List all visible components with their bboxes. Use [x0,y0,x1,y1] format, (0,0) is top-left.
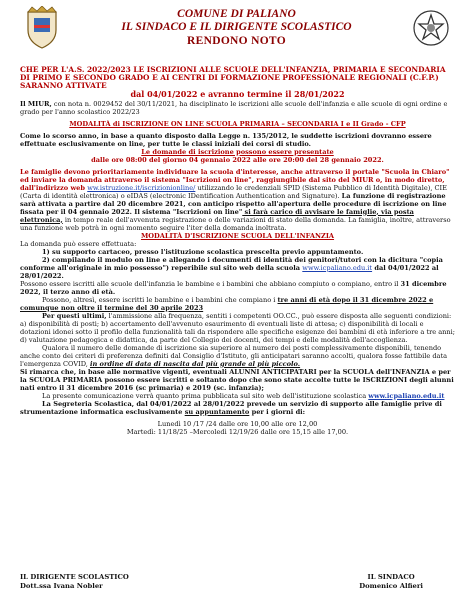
p4-text-b: 31 dicembre 2022, il terzo anno di età. [20,279,447,296]
signature-left [20,573,129,590]
p2-text-c: La funzione di registrazione sarà attivata a partire dal 20 dicembre 2021, con anticipo rispetto all'apertura delle procedure di iscrizione on line fissata per il 04 gennaio 2022. Il sistema "Iscrizioni on line" [20,191,447,216]
p5-text-b: tre anni di età dopo il 31 dicembre 2022 e comunque non oltre il termine del 30 aprile 2023 [20,295,434,312]
miur-bold: Il MIUR, [20,99,52,108]
domande-dates: dalle ore 08:00 del giorno 04 gennaio 2022 alle ore 20:00 del 28 gennaio 2022. [91,155,384,164]
infanzia-p5 [20,296,455,312]
segreteria-days-2: Martedì: 11/18/25 –Mercoledì 12/19/26 dalle ore 15,15 alle 17,00. [126,427,349,436]
p9-text: La presente comunicazione verrà quanto prima pubblicata sul sito web dell'istituzione scolastica [42,391,369,400]
seg-text-c: per i giorni di: [249,407,306,416]
sindaco-title: IL SINDACO [367,573,415,581]
seg-text-a: La Segreteria Scolastica, dal 04/01/2022 al 28/01/2022 prevede un servizio di supporto alle famiglie prive di strumentazione informatica esclusivamente [20,399,442,416]
signature-right [359,573,423,590]
comune-title: COMUNE DI PALIANO [177,8,296,20]
p2-text-b: utilizzando le credenziali SPID (Sistema Pubblico di Identità Digitale), CIE (Carta di identità elettronica) o eIDAS (electronic IDentification Authentication and Signature). [20,183,447,200]
p4-text-a: Possono essere iscritti alle scuole dell'infanzia le bambine e i bambini che abbiano compiuto o compiano, entro il [20,279,401,288]
infanzia-p9 [20,392,455,400]
infanzia-p3 [20,256,455,280]
p3-text-b: dal 04/01/2022 al 28/01/2022. [20,263,439,280]
infanzia-p6 [20,312,455,344]
infanzia-p4 [20,280,455,296]
notice-header [0,8,473,48]
dirigente-title: IL DIRIGENTE SCOLASTICO [20,573,129,581]
infanzia-title: MODALITÀ D'ISCRIZIONE SCUOLA DELL'INFANZIA [140,231,335,240]
istruzione-link[interactable]: ww.istruzione.it/iscrizionionline/ [87,183,196,192]
intro-caps: CHE PER L'A.S. 2022/2023 LE ISCRIZIONI ALLE SCUOLE DELL'INFANZIA, PRIMARIA E SECONDARIA DI PRIMO E SECONDO GRADO E AI CENTRI DI FORMAZIONE PROFESSIONALE REGIONALI (C.F.P.) SARANNO ATTIVATE [20,65,446,90]
seg-text-b: su appuntamento [184,407,250,416]
infanzia-p7 [20,344,455,368]
p7-text-a: Qualora il numero delle domande di iscrizione sia superiore al numero dei posti complessivamente disponibili, tenendo anche conto dei criteri di preferenza definiti dal Consiglio d'Istituto, gli anticipatari saranno accolti, qualora fosse fattibile data l'emergenza COVID, [20,343,448,368]
modalita-p2 [20,168,455,232]
p2-text-e: in tempo reale dell'avvenuta registrazione o delle variazioni di stato della domanda. La famiglia, inoltre, attraverso una funzione web potrà in ogni momento seguire l'iter della domanda inoltrata. [20,215,451,232]
p7-text-b: in ordine di data di nascita dal più grande al più piccolo. [89,359,301,368]
rende-noto-title: RENDONO NOTO [187,35,286,47]
infanzia-p1: La domanda può essere effettuata: [20,239,137,248]
modalita-title: MODALITÀ di ISCRIZIONE ON LINE SCUOLA PRIMARIA – SECONDARIA I e II Grado - CFP [69,119,406,128]
miur-rest: con nota n. 0029452 del 30/11/2021, ha disciplinato le iscrizioni alle scuole dell'infanzia e alle scuole di ogni ordine e grado per l'anno scolastico 2022/23 [20,99,448,116]
domande-title: Le domande di iscrizione possono essere presentate [141,147,334,156]
intro-dates: dal 04/01/2022 e avranno termine il 28/01/2022 [130,89,345,99]
notice-body [20,66,455,436]
p6-text-b: l'ammissione alla frequenza, sentiti i competenti OO.CC., può essere disposta alle seguenti condizioni: a) disponibilità di posti; b) accertamento dell'avvenuto esaurimento di eventuali liste di attesa; c) disponibilità di locali e dotazioni idonei sotto il profilo della funzionalità tali da rispondere alle specifiche esigenze dei bambini di età inferiore a tre anni; d) valutazione pedagogica e didattica, da parte del Collegio dei docenti, dei tempi e delle modalità dell'accoglienza. [20,311,456,344]
intro-miur [20,100,455,116]
segreteria-days-1: Lunedì 10 /17 /24 dalle ore 10,00 alle ore 12,00 [157,419,318,428]
p3-text-a: 2) compilando il modulo on line e allegando i documenti di identità dei genitori/tutori con la dicitura "copia conforme all'originale in mio possesso") reperibile sul sito web della scuola [20,255,443,272]
p6-text-a: Per questi ultimi, [42,311,107,320]
icpaliano-link-2[interactable]: www.icpaliano.edu.it [368,391,445,400]
modalita-p1: Come lo scorso anno, in base a quanto disposto dalla Legge n. 135/2012, le suddette iscrizioni dovranno essere effettuate esclusivamente on line, per tutte le classi iniziali dei corsi di studio. [20,131,432,148]
icpaliano-link[interactable]: www.icpaliano.edu.it [302,263,373,272]
p5-text-a: Possono, altresì, essere iscritti le bambine e i bambini che compiano i [42,295,278,304]
segreteria-p1 [20,400,455,416]
dirigente-name: Dott.ssa Ivana Nobler [20,581,103,590]
infanzia-p2: 1) su supporto cartaceo, presso l'istituzione scolastica prescelta previo appuntamento. [42,247,364,256]
sindaco-name: Domenico Alfieri [359,581,423,590]
p2-text-d: si farà carico di avvisare le famiglie, via posta elettronica, [20,207,414,224]
p2-text-a: Le famiglie devono prioritariamente individuare la scuola d'interesse, anche attraverso il portale "Scuola in Chiaro" ed inviare la domanda attraverso il sistema "Iscrizioni on line", raggiungibile dal sito del MIUR o, in modo diretto, dall'indirizzo web [20,167,450,192]
infanzia-p8: Si rimarca che, in base alle normative vigenti, eventuali ALUNNI ANTICIPATARI per la SCUOLA dell'INFANZIA e per la SCUOLA PRIMARIA possono essere iscritti e soltanto dopo che sono state accolte tutte le ISCRIZIONI degli alunni nati entro il 31 dicembre 2016 (sc primaria) e 2019 (sc. infanzia); [20,367,454,392]
sindaco-dirigente-title: IL SINDACO E IL DIRIGENTE SCOLASTICO [121,21,352,33]
